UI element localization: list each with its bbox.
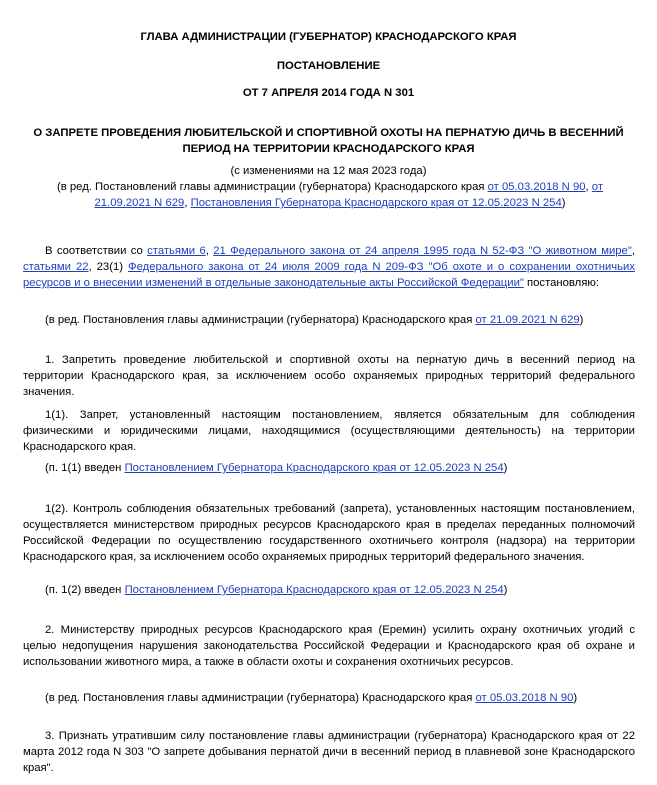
preamble-link-law-52fz[interactable]: 21 Федерального закона от 24 апреля 1995 года N 52-ФЗ "О животном мире" <box>213 245 632 257</box>
title-line-1: О ЗАПРЕТЕ ПРОВЕДЕНИЯ ЛЮБИТЕЛЬСКОЙ И СПОРТИВНОЙ ОХОТЫ НА ПЕРНАТУЮ ДИЧЬ В ВЕСЕННИЙ <box>33 127 624 139</box>
edition-link-2021[interactable]: от 21.09.2021 N 629 <box>94 181 604 209</box>
changes-note: (с изменениями на 12 мая 2023 года) <box>230 165 427 177</box>
edition-link-2018[interactable]: от 05.03.2018 N 90 <box>487 181 586 193</box>
document-title <box>20 125 637 157</box>
amendment-link-2021[interactable]: от 21.09.2021 N 629 <box>475 314 580 326</box>
amendment-note-1: (в ред. Постановления главы администрации (губернатора) Краснодарского края от 21.09.2021 N 629) <box>45 314 584 326</box>
item-2: 2. Министерству природных ресурсов Краснодарского края (Еремин) усилить охрану охотничьих угодий с целью недопущения нарушения законодательства Российской Федерации и Краснодарского края об охране и использовании животного мира, а также в области охоты и сохранения охотничьих ресурсов. <box>23 624 635 668</box>
preamble-link-law-209fz[interactable]: Федерального закона от 24 июля 2009 года N 209-ФЗ "Об охоте и о сохранении охотничьих ресурсов и о внесении изменений в отдельные законодательные акты Российской Федерации" <box>23 261 635 289</box>
doc-type-heading: ПОСТАНОВЛЕНИЕ <box>276 60 381 72</box>
amendment-link-2023-a[interactable]: Постановлением Губернатора Краснодарского края от 12.05.2023 N 254 <box>124 462 504 474</box>
item-1-1: 1(1). Запрет, установленный настоящим постановлением, является обязательным для соблюдения физическими и юридическими лицами, находящимися (осуществляющими деятельность) на территории Краснодарского края. <box>23 409 635 453</box>
amendment-note-3: (п. 1(2) введен Постановлением Губернатора Краснодарского края от 12.05.2023 N 254) <box>45 584 508 596</box>
item-1-2: 1(2). Контроль соблюдения обязательных требований (запрета), установленных настоящим постановлением, осуществляется министерством природных ресурсов Краснодарского края в пределах переданных полномочий Российской Федерации по осуществлению государственного охотничьего контроля (надзора) на территории Краснодарского края, за исключением особо охраняемых природных территорий федерального значения. <box>23 503 635 563</box>
item-3: 3. Признать утратившим силу постановление главы администрации (губернатора) Краснодарского края от 22 марта 2012 года N 303 "О запрете добывания пернатой дичи в весенний период в плавневой зоне Краснодарского края". <box>23 730 635 774</box>
amendment-note-2: (п. 1(1) введен Постановлением Губернатора Краснодарского края от 12.05.2023 N 254) <box>45 462 508 474</box>
item-1: 1. Запретить проведение любительской и спортивной охоты на пернатую дичь в весенний период на территории Краснодарского края, за исключением особо охраняемых природных территорий федерального значения. <box>23 354 635 398</box>
edition-link-2023[interactable]: Постановления Губернатора Краснодарского края от 12.05.2023 N 254 <box>190 197 562 209</box>
preamble-link-article-6[interactable]: статьями 6 <box>147 245 206 257</box>
edition-note: (в ред. Постановлений главы администрации (губернатора) Краснодарского края от 05.03.2018 N 90, от 21.09.2021 N 629, Постановления Губернатора Краснодарского края от 12.05.2023 N 254) <box>56 181 604 209</box>
amendment-link-2023-b[interactable]: Постановлением Губернатора Краснодарского края от 12.05.2023 N 254 <box>124 584 504 596</box>
amendment-link-2018[interactable]: от 05.03.2018 N 90 <box>475 692 574 704</box>
date-number-heading: ОТ 7 АПРЕЛЯ 2014 ГОДА N 301 <box>242 87 415 99</box>
preamble-link-article-22[interactable]: статьями 22 <box>23 261 89 273</box>
title-line-2: ПЕРИОД НА ТЕРРИТОРИИ КРАСНОДАРСКОГО КРАЯ <box>182 143 475 155</box>
amendment-note-4: (в ред. Постановления главы администрации (губернатора) Краснодарского края от 05.03.2018 N 90) <box>45 692 578 704</box>
preamble-paragraph: В соответствии со статьями 6, 21 Федерального закона от 24 апреля 1995 года N 52-ФЗ "О животном мире", статьями 22, 23(1) Федерального закона от 24 июля 2009 года N 209-ФЗ "Об охоте и о сохранении охотничьих ресурсов и о внесении изменений в отдельные законодательные акты Российской Федерации" постановляю: <box>23 245 635 289</box>
authority-heading: ГЛАВА АДМИНИСТРАЦИИ (ГУБЕРНАТОР) КРАСНОДАРСКОГО КРАЯ <box>140 31 517 43</box>
